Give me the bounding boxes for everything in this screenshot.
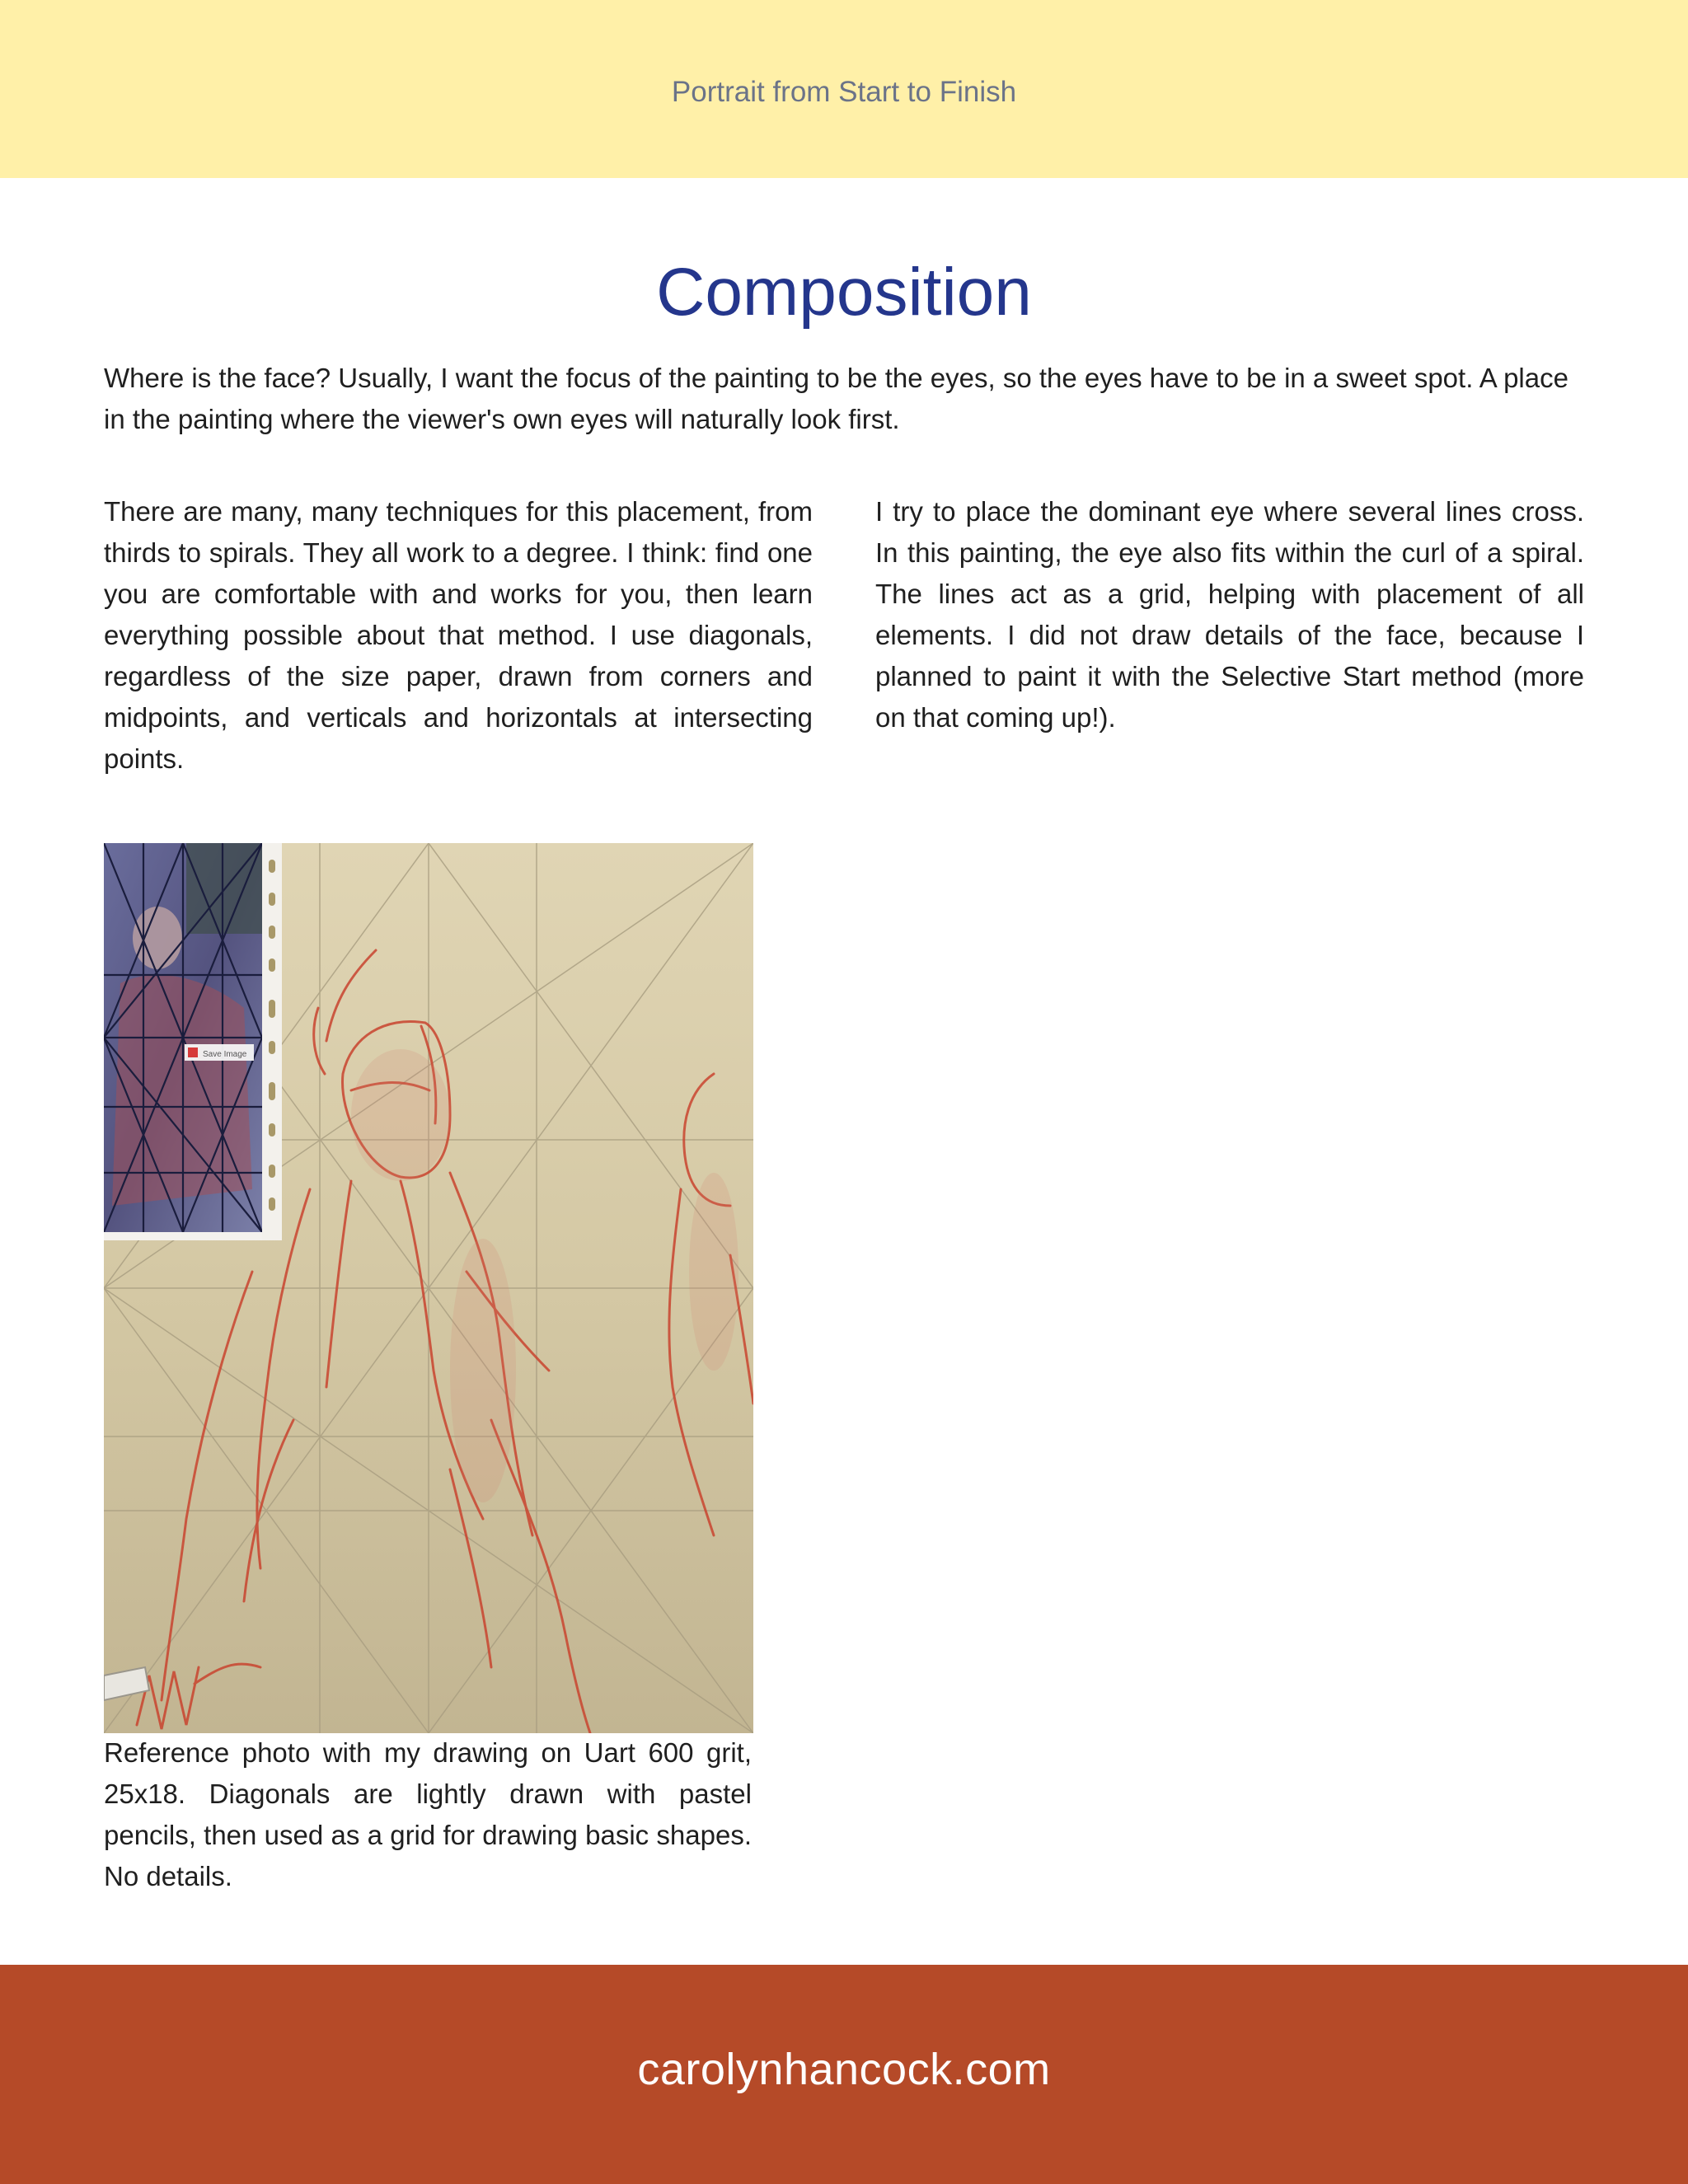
save-image-label: Save Image (203, 1050, 247, 1059)
page-header (0, 0, 1688, 178)
right-column-paragraph: I try to place the dominant eye where several lines cross. In this painting, the eye also fits within the curl of a spiral. The lines act as a grid, helping with placement of all elements. I did not draw details of the face, because I planned to paint it with the Selective Start method (more on that coming up!). (875, 496, 1584, 733)
reference-photo-inset (104, 843, 269, 1240)
intro-paragraph: Where is the face? Usually, I want the focus of the painting to be the eyes, so the eyes have to be in a sweet spot. A place in the painting where the viewer's own eyes will naturally look first. (104, 363, 1568, 434)
page-footer (0, 1965, 1688, 2184)
left-column-paragraph: There are many, many techniques for this placement, from thirds to spirals. They all work to a degree. I think: find one you are comfortable with and works for you, then learn everything possible about that method. I use diagonals, regardless of the size paper, drawn from corners and midpoints, and verticals and horizontals at intersecting points. (104, 496, 813, 774)
header-title: Portrait from Start to Finish (671, 76, 1017, 108)
page-title: Composition (656, 255, 1032, 330)
sketch-photo (104, 843, 753, 1733)
photo-caption: Reference photo with my drawing on Uart 600 grit, 25x18. Diagonals are lightly drawn with pastel pencils, then used as a grid for drawing basic shapes. No details. (104, 1737, 752, 1891)
footer-url[interactable]: carolynhancock.com (637, 2045, 1051, 2094)
